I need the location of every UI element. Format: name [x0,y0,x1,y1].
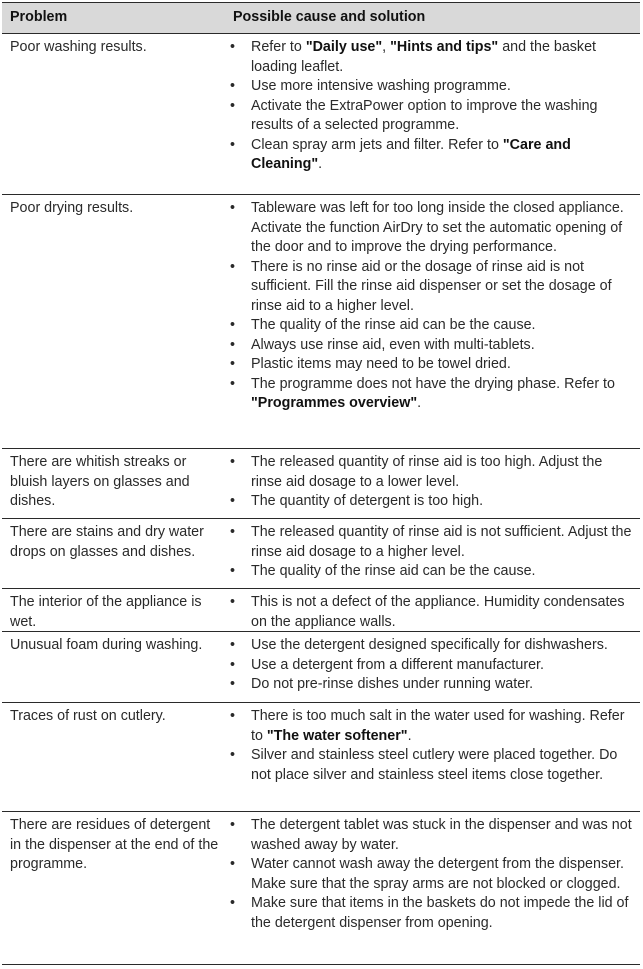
solution-cell [224,703,640,811]
bullet-icon: • [230,493,236,509]
solution-item [224,523,634,562]
bullet-icon: • [230,78,236,94]
bullet-icon: • [230,637,236,653]
solution-text: Use more intensive washing programme. [251,78,511,94]
solution-text: Refer to [251,39,306,55]
solution-text: Plastic items may need to be towel dried. [251,356,511,372]
solution-text: Use the detergent designed specifically for dishwashers. [251,637,608,653]
solution-text: The quality of the rinse aid can be the cause. [251,317,536,333]
cross-reference: "Programmes overview" [251,395,418,411]
bullet-icon: • [230,856,236,872]
bullet-icon: • [230,563,236,579]
solution-item [224,258,634,317]
solution-item [224,707,634,746]
solution-item [224,492,634,512]
cross-reference: "Hints and tips" [390,39,499,55]
problem-cell: There are residues of detergent in the dispenser at the end of the programme. [10,817,219,872]
solution-text: This is not a defect of the appliance. Humidity condensates on the appliance walls. [251,594,625,630]
table-row [2,632,640,703]
solution-text: Tableware was left for too long inside the closed appliance. Activate the function AirDry to set the automatic opening of the door and to improve the drying performance. [251,200,624,255]
bullet-icon: • [230,594,236,610]
solution-item [224,656,634,676]
problem-cell: Poor drying results. [10,200,134,216]
solution-item [224,77,634,97]
table-row [2,519,640,589]
solution-item [224,562,634,582]
bullet-icon: • [230,258,236,275]
cross-reference: "The water softener" [266,727,408,744]
cross-reference: "Daily use" [305,39,383,55]
solution-text: and the basket loading leaflet. [251,39,596,75]
solution-cell [224,195,640,448]
bullet-icon: • [230,895,236,911]
cross-reference: "Care and Cleaning" [251,136,571,172]
solution-text: Do not pre-rinse dishes under running water. [251,676,534,692]
bullet-icon: • [230,200,236,216]
solution-cell [224,449,640,518]
solution-text: There is no rinse aid or the dosage of rinse aid is not sufficient. Fill the rinse aid dispenser or set the dosage of rinse aid to a higher level. [251,258,612,314]
bullet-icon: • [230,375,236,392]
bullet-icon: • [230,39,236,55]
bullet-icon: • [230,356,236,372]
solution-text: . [407,727,412,744]
solution-text: The quality of the rinse aid can be the cause. [251,563,536,579]
header-problem: Problem [10,9,68,26]
bullet-icon: • [230,708,236,724]
solution-item [224,336,634,356]
solution-item [224,855,634,894]
bullet-icon: • [230,136,236,153]
solution-text: The released quantity of rinse aid is not sufficient. Adjust the rinse aid dosage to a higher level. [251,524,632,560]
solution-item [224,316,634,336]
table-row [2,449,640,519]
bullet-icon: • [230,747,236,763]
solution-text: Clean spray arm jets and filter. Refer to [251,136,503,153]
solution-text: Silver and stainless steel cutlery were placed together. Do not place silver and stainless steel items close together. [251,747,618,783]
solution-text: Water cannot wash away the detergent from the dispenser. Make sure that the spray arms are not blocked or clogged. [251,856,624,892]
solution-item [224,97,634,136]
problem-cell: Poor washing results. [10,39,147,55]
solution-cell [224,589,640,631]
problem-cell: There are stains and dry water drops on glasses and dishes. [10,524,204,560]
solution-item [224,199,634,258]
solution-item [224,38,634,77]
solution-text: The quantity of detergent is too high. [251,493,484,509]
solution-text: Always use rinse aid, even with multi-tablets. [251,336,535,353]
solution-cell [224,632,640,702]
solution-text: Make sure that items in the baskets do not impede the lid of the detergent dispenser from opening. [251,895,629,931]
solution-text: Activate the ExtraPower option to improve the washing results of a selected programme. [251,97,598,133]
solution-item [224,593,634,632]
solution-text: Use a detergent from a different manufacturer. [251,656,544,673]
table-header [2,2,640,34]
bullet-icon: • [230,97,236,114]
table-row [2,703,640,812]
table-row [2,195,640,449]
bullet-icon: • [230,676,236,692]
problem-cell: There are whitish streaks or bluish layers on glasses and dishes. [10,454,190,509]
solution-item [224,894,634,933]
solution-item [224,355,634,375]
solution-item [224,816,634,855]
solution-text: . [417,395,422,411]
solution-text: The released quantity of rinse aid is too high. Adjust the rinse aid dosage to a lower level. [251,454,603,490]
solution-item [224,746,634,785]
table-row [2,589,640,632]
table-row [2,34,640,195]
solution-text: The programme does not have the drying phase. Refer to [251,375,615,392]
table-body [2,34,640,965]
solution-item [224,636,634,656]
problem-cell: Unusual foam during washing. [10,637,203,653]
header-solution: Possible cause and solution [233,9,426,26]
solution-text: , [382,39,391,55]
solution-item [224,453,634,492]
bullet-icon: • [230,524,236,540]
solution-cell [224,519,640,588]
solution-item [224,675,634,695]
bullet-icon: • [230,817,236,833]
bullet-icon: • [230,454,236,470]
bullet-icon: • [230,336,236,353]
problem-cell: Traces of rust on cutlery. [10,708,166,724]
problem-cell: The interior of the appliance is wet. [10,594,202,630]
solution-text: . [318,156,323,172]
troubleshooting-table [2,2,640,965]
bullet-icon: • [230,656,236,673]
solution-item [224,136,634,175]
solution-item [224,375,634,414]
table-row [2,812,640,965]
bullet-icon: • [230,317,236,333]
solution-cell [224,812,640,964]
solution-cell [224,34,640,194]
solution-text: There is too much salt in the water used for washing. Refer to [251,708,625,744]
solution-text: The detergent tablet was stuck in the dispenser and was not washed away by water. [251,817,632,853]
